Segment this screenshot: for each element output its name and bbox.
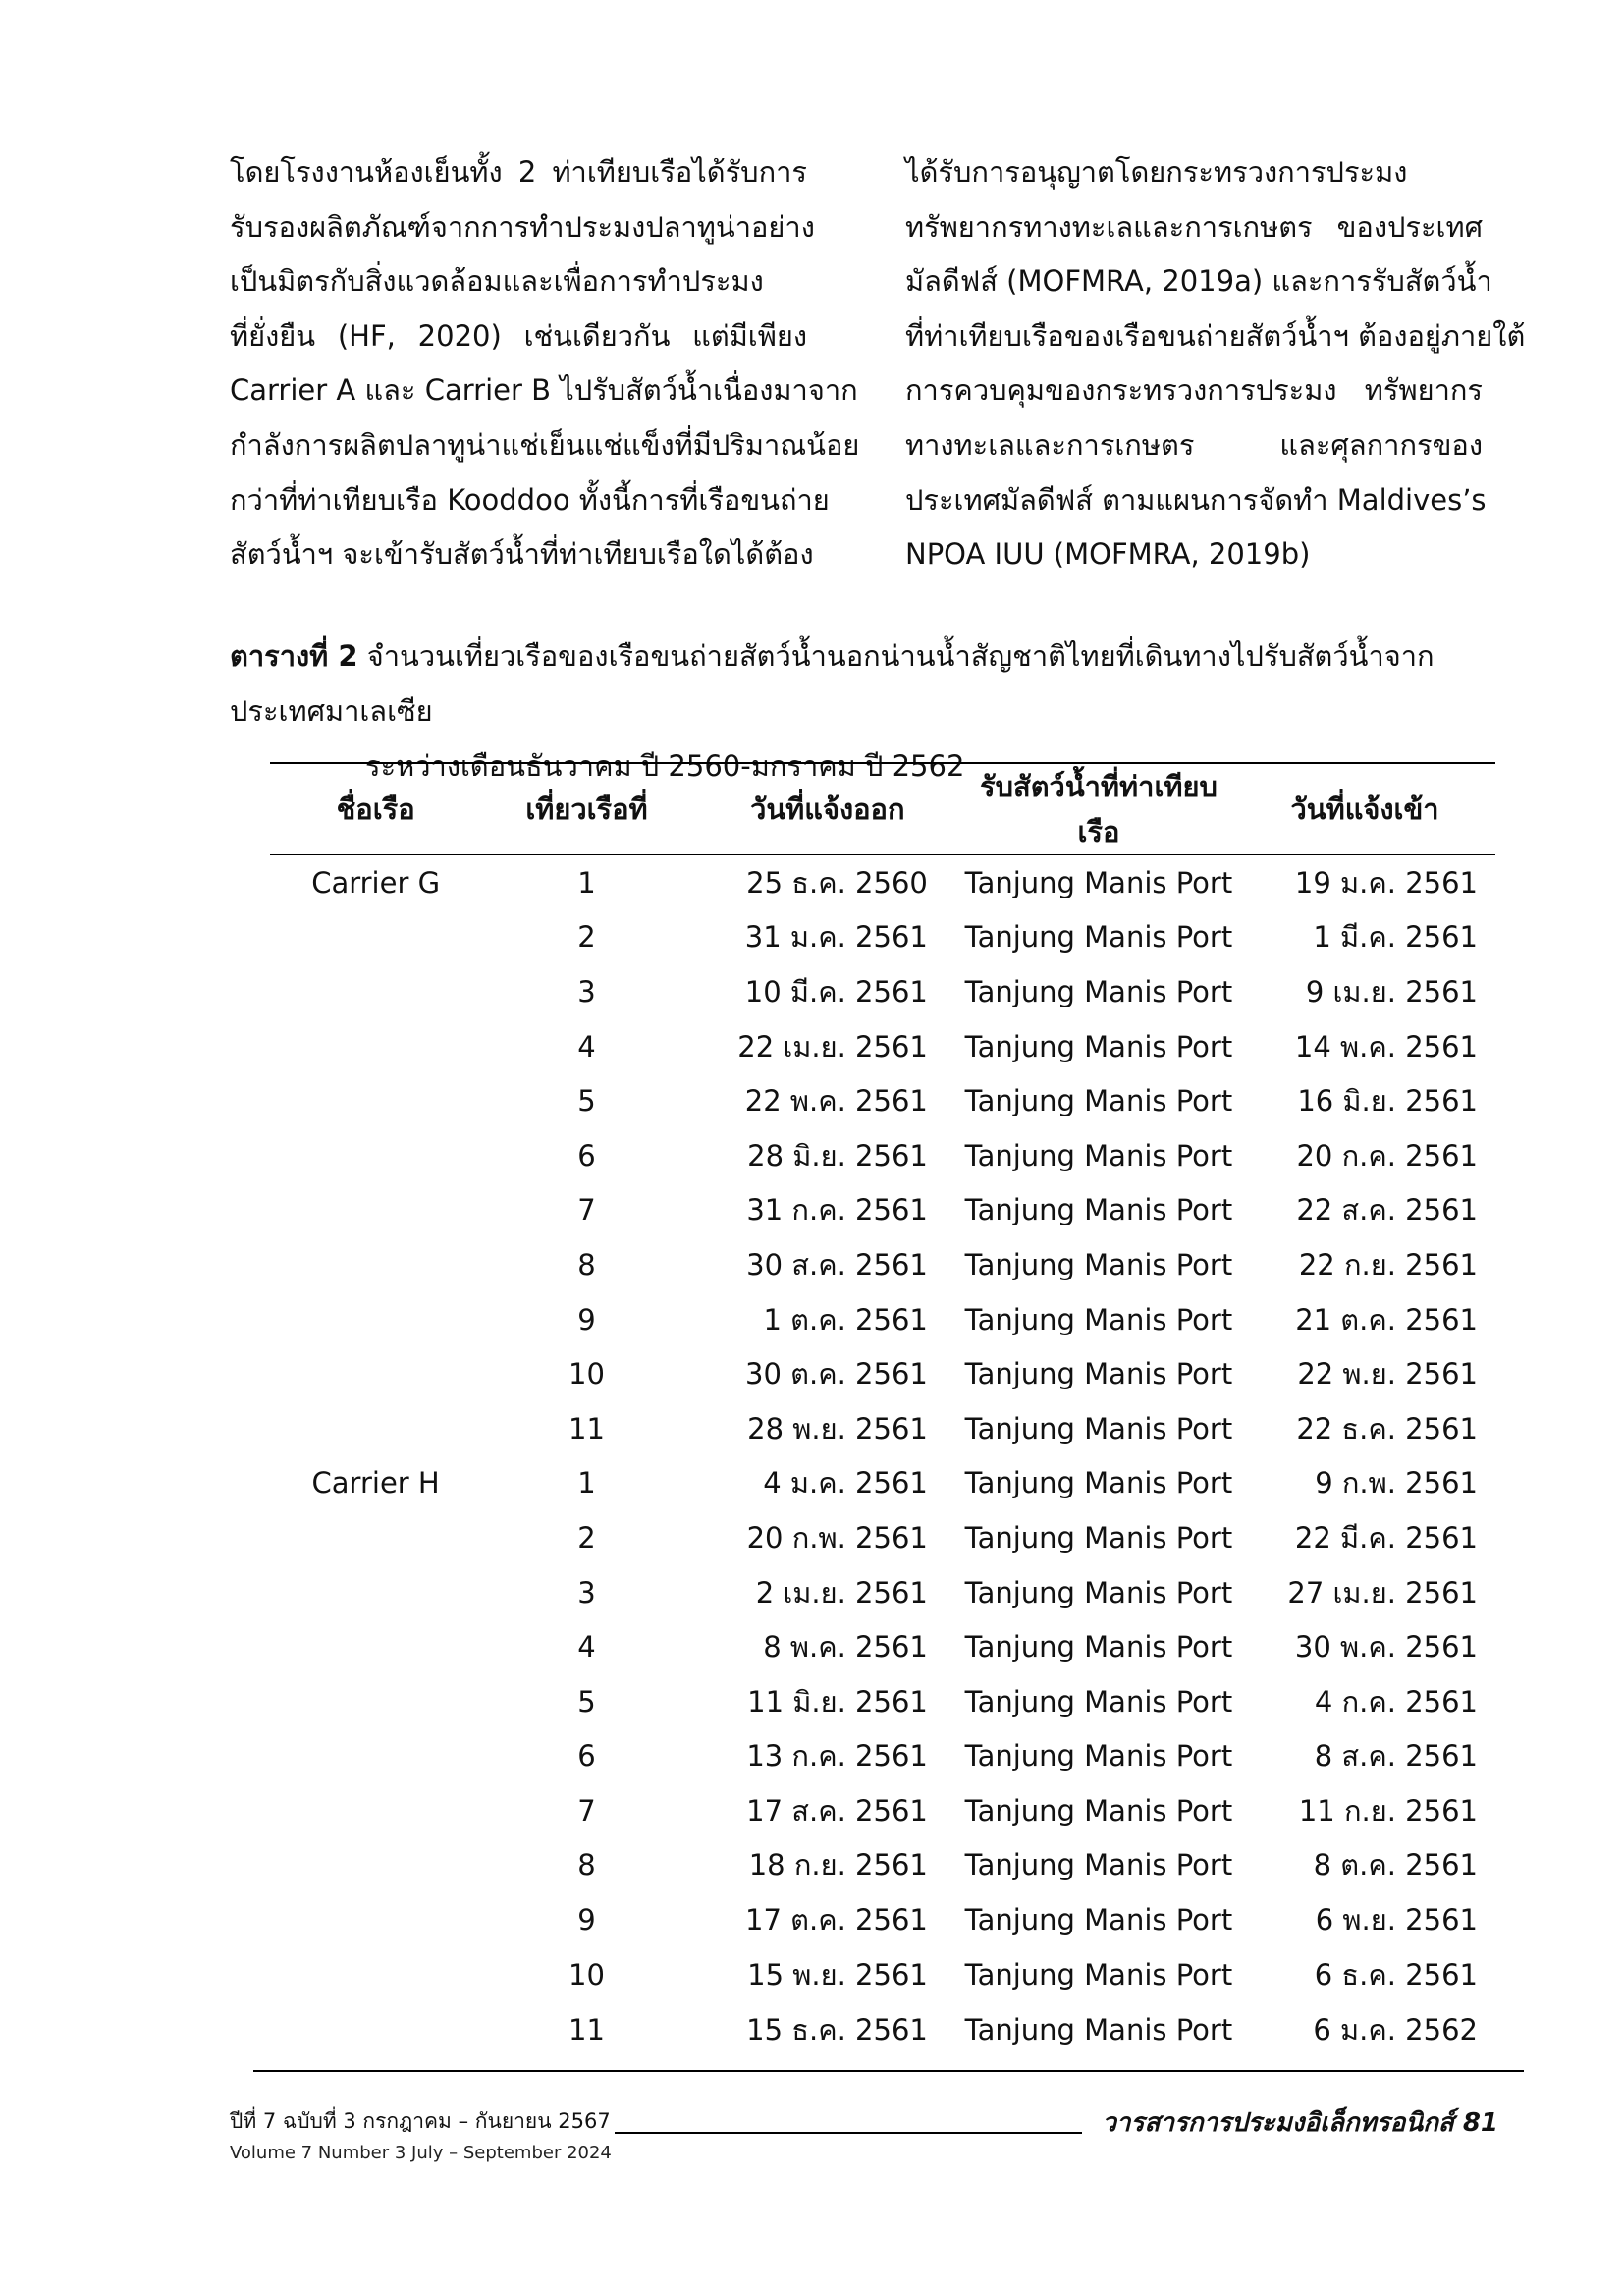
text-line: รับรองผลิตภัณฑ์จากการทำประมงปลาทูน่าอย่าง [230,209,815,244]
text-line: ทางทะเลและการเกษตร และศุลกากรของ [905,427,1483,462]
cell-ship-name [270,964,481,1019]
cell-ship-name [270,1729,481,1784]
cell-departure-date: 28 พ.ย. 2561 [747,1411,928,1445]
cell-port: Tanjung Manis Port [964,920,1233,954]
text-line: มัลดีฟส์ (MOFMRA, 2019a) และการรับสัตว์น้ำ [905,264,1492,299]
text-line: โดยโรงงานห้องเย็นทั้ง 2 ท่าเทียบเรือได้รับการ [230,155,807,189]
cell-departure-date: 10 มี.ค. 2561 [744,974,928,1008]
cell-ship-name [270,1019,481,1074]
cell-trip-number: 8 [577,1247,596,1281]
table-caption-text: จำนวนเที่ยวเรือของเรือขนถ่ายสัตว์น้ำนอกน่านน้ำสัญชาติไทยที่เดินทางไปรับสัตว์น้ำจากประเทศมาเลเซีย [230,639,1435,728]
table-row [270,1073,1495,1128]
text-line: ได้รับการอนุญาตโดยกระทรวงการประมง [905,155,1408,189]
cell-trip-number: 7 [577,1793,596,1827]
cell-departure-date: 15 ธ.ค. 2561 [746,2013,928,2047]
table-body [270,855,1495,2059]
cell-departure-date: 11 มิ.ย. 2561 [747,1684,928,1718]
table-row [270,1729,1495,1784]
table-row [270,1019,1495,1074]
cell-arrival-date: 8 ส.ค. 2561 [1314,1739,1478,1773]
table-caption-text-line2: ระหว่างเดือนธันวาคม ปี 2560-มกราคม ปี 2562 [365,749,965,783]
cell-arrival-date: 11 ก.ย. 2561 [1298,1793,1478,1827]
cell-port: Tanjung Manis Port [964,1575,1233,1609]
cell-arrival-date: 22 มี.ค. 2561 [1294,1520,1478,1554]
cell-port: Tanjung Manis Port [964,1466,1233,1500]
text-line: เป็นมิตรกับสิ่งแวดล้อมและเพื่อการทำประมง [230,264,764,299]
cell-trip-number: 8 [577,1848,596,1882]
cell-departure-date: 30 ต.ค. 2561 [745,1357,928,1391]
cell-arrival-date: 30 พ.ค. 2561 [1294,1630,1478,1664]
cell-departure-date: 30 ส.ค. 2561 [746,1247,928,1281]
cell-departure-date: 13 ก.ค. 2561 [746,1739,928,1773]
cell-arrival-date: 6 พ.ย. 2561 [1315,1903,1478,1937]
table-row [270,1510,1495,1565]
cell-departure-date: 2 เม.ย. 2561 [755,1575,928,1609]
cell-port: Tanjung Manis Port [964,1957,1233,1991]
cell-trip-number: 2 [577,1520,596,1554]
text-line: Carrier A และ Carrier B ไปรับสัตว์น้ำเนื่องมาจาก [230,373,858,408]
cell-port: Tanjung Manis Port [964,1520,1233,1554]
cell-port: Tanjung Manis Port [964,1411,1233,1445]
cell-departure-date: 15 พ.ย. 2561 [747,1957,928,1991]
cell-port: Tanjung Manis Port [964,1793,1233,1827]
cell-port: Tanjung Manis Port [964,1138,1233,1172]
table-row [270,1619,1495,1674]
table-row [270,855,1495,910]
cell-port: Tanjung Manis Port [964,1302,1233,1336]
cell-ship-name [270,2001,481,2058]
cell-ship-name [270,1674,481,1729]
cell-departure-date: 17 ต.ค. 2561 [745,1903,928,1937]
cell-departure-date: 20 ก.พ. 2561 [746,1520,928,1554]
cell-port: Tanjung Manis Port [964,1247,1233,1281]
cell-departure-date: 31 ม.ค. 2561 [744,920,928,954]
cell-arrival-date: 9 ก.พ. 2561 [1315,1466,1478,1500]
text-line: ประเทศมัลดีฟส์ ตามแผนการจัดทำ Maldives’s [905,482,1487,517]
cell-arrival-date: 20 ก.ค. 2561 [1296,1138,1478,1172]
cell-trip-number: 3 [577,974,596,1008]
cell-arrival-date: 22 พ.ย. 2561 [1297,1357,1478,1391]
cell-ship-name [270,1892,481,1947]
cell-ship-name [270,1565,481,1620]
cell-departure-date: 31 ก.ค. 2561 [746,1193,928,1227]
table-row [270,964,1495,1019]
cell-port: Tanjung Manis Port [964,2013,1233,2047]
table-row [270,1346,1495,1401]
cell-arrival-date: 22 ส.ค. 2561 [1296,1193,1478,1227]
cell-ship-name [270,1947,481,2002]
table-row [270,1401,1495,1456]
cell-arrival-date: 14 พ.ค. 2561 [1294,1029,1478,1063]
cell-arrival-date: 22 ก.ย. 2561 [1298,1247,1478,1281]
cell-arrival-date: 9 เม.ย. 2561 [1305,974,1478,1008]
cell-arrival-date: 6 ม.ค. 2562 [1313,2013,1478,2047]
cell-ship-name [270,1401,481,1456]
cell-arrival-date: 16 มิ.ย. 2561 [1297,1084,1478,1118]
cell-departure-date: 28 มิ.ย. 2561 [747,1138,928,1172]
bottom-divider [253,2070,1524,2072]
table-row [270,1565,1495,1620]
cell-ship-name [270,1292,481,1347]
cell-ship-name [270,1183,481,1238]
footer-journal-page: วารสารการประมงอิเล็กทรอนิกส์ 81 [1102,2108,1498,2138]
table-row [270,1838,1495,1893]
cell-trip-number: 7 [577,1193,596,1227]
table-header-row [270,763,1495,855]
header-ship-name: ชื่อเรือ [336,792,415,826]
cell-trip-number: 5 [577,1084,596,1118]
cell-trip-number: 11 [568,1411,605,1445]
cell-arrival-date: 6 ธ.ค. 2561 [1314,1957,1478,1991]
cell-port: Tanjung Manis Port [964,1630,1233,1664]
cell-trip-number: 1 [577,1466,596,1500]
cell-ship-name [270,1128,481,1183]
body-paragraph-right [905,145,1526,582]
cell-arrival-date: 27 เม.ย. 2561 [1287,1575,1478,1609]
header-arrival-date: วันที่แจ้งเข้า [1290,792,1439,826]
table-row [270,1128,1495,1183]
cell-arrival-date: 21 ต.ค. 2561 [1295,1302,1478,1336]
text-line: ที่ยั่งยืน (HF, 2020) เช่นเดียวกัน แต่มีเพียง [230,318,807,353]
cell-departure-date: 1 ต.ค. 2561 [763,1302,928,1336]
text-line: กว่าที่ท่าเทียบเรือ Kooddoo ทั้งนี้การที่เรือขนถ่าย [230,482,830,517]
text-line: NPOA IUU (MOFMRA, 2019b) [905,537,1311,572]
table-row [270,1183,1495,1238]
cell-ship-name [270,1510,481,1565]
cell-departure-date: 17 ส.ค. 2561 [746,1793,928,1827]
cell-port: Tanjung Manis Port [964,865,1233,899]
cell-trip-number: 9 [577,1302,596,1336]
header-trip-number: เที่ยวเรือที่ [525,792,648,826]
text-line: กำลังการผลิตปลาทูน่าแช่เย็นแช่แข็งที่มีปริมาณน้อย [230,427,860,462]
body-paragraph-left [230,145,860,582]
cell-trip-number: 11 [568,2013,605,2047]
cell-trip-number: 4 [577,1029,596,1063]
text-line: สัตว์น้ำฯ จะเข้ารับสัตว์น้ำที่ท่าเทียบเรือใดได้ต้อง [230,537,814,572]
cell-ship-name [270,1838,481,1893]
cell-port: Tanjung Manis Port [964,1684,1233,1718]
header-port: รับสัตว์น้ำที่ท่าเทียบเรือ [980,770,1218,848]
cell-arrival-date: 1 มี.ค. 2561 [1313,920,1478,954]
table-row [270,1947,1495,2002]
cell-departure-date: 4 ม.ค. 2561 [763,1466,928,1500]
table-row [270,1292,1495,1347]
cell-port: Tanjung Manis Port [964,1848,1233,1882]
cell-ship-name [270,1619,481,1674]
cell-trip-number: 2 [577,920,596,954]
cell-port: Tanjung Manis Port [964,1903,1233,1937]
table-row [270,910,1495,965]
table-row [270,1674,1495,1729]
cell-port: Tanjung Manis Port [964,974,1233,1008]
header-departure-date: วันที่แจ้งออก [750,792,905,826]
carrier-trips-table [270,762,1495,2058]
cell-trip-number: 1 [577,865,596,899]
text-line: การควบคุมของกระทรวงการประมง ทรัพยากร [905,373,1483,408]
cell-port: Tanjung Manis Port [964,1029,1233,1063]
cell-ship-name: Carrier H [311,1466,440,1500]
footer-issue-english: Volume 7 Number 3 July – September 2024 [230,2143,612,2163]
text-line: ทรัพยากรทางทะเลและการเกษตร ของประเทศ [905,209,1483,244]
cell-departure-date: 25 ธ.ค. 2560 [746,865,928,899]
cell-port: Tanjung Manis Port [964,1357,1233,1391]
table-row [270,1783,1495,1838]
cell-ship-name: Carrier G [311,865,441,899]
cell-arrival-date: 8 ต.ค. 2561 [1313,1848,1478,1882]
cell-departure-date: 22 พ.ค. 2561 [744,1084,928,1118]
body-text-right-column [905,145,1526,582]
cell-arrival-date: 22 ธ.ค. 2561 [1296,1411,1478,1445]
cell-port: Tanjung Manis Port [964,1739,1233,1773]
cell-trip-number: 10 [568,1957,605,1991]
cell-trip-number: 10 [568,1357,605,1391]
table-header [270,763,1495,855]
cell-ship-name [270,1346,481,1401]
table-row [270,1237,1495,1292]
table-caption-label: ตารางที่ 2 [230,639,358,673]
table-row [270,1892,1495,1947]
table-row [270,1456,1495,1511]
cell-departure-date: 8 พ.ค. 2561 [763,1630,928,1664]
cell-trip-number: 4 [577,1630,596,1664]
cell-trip-number: 5 [577,1684,596,1718]
table-row [270,2001,1495,2058]
cell-trip-number: 3 [577,1575,596,1609]
cell-ship-name [270,910,481,965]
cell-port: Tanjung Manis Port [964,1193,1233,1227]
cell-trip-number: 6 [577,1739,596,1773]
text-line: ที่ท่าเทียบเรือของเรือขนถ่ายสัตว์น้ำฯ ต้องอยู่ภายใต้ [905,318,1526,353]
cell-departure-date: 22 เม.ย. 2561 [737,1029,928,1063]
cell-port: Tanjung Manis Port [964,1084,1233,1118]
cell-ship-name [270,1237,481,1292]
footer-divider [615,2132,1082,2134]
cell-ship-name [270,1073,481,1128]
footer-issue-thai: ปีที่ 7 ฉบับที่ 3 กรกฎาคม – กันยายน 2567 [230,2109,611,2133]
body-text-left-column [230,145,860,582]
cell-arrival-date: 4 ก.ค. 2561 [1314,1684,1478,1718]
cell-ship-name [270,1783,481,1838]
cell-trip-number: 6 [577,1138,596,1172]
cell-trip-number: 9 [577,1903,596,1937]
cell-arrival-date: 19 ม.ค. 2561 [1294,865,1478,899]
cell-departure-date: 18 ก.ย. 2561 [748,1848,928,1882]
